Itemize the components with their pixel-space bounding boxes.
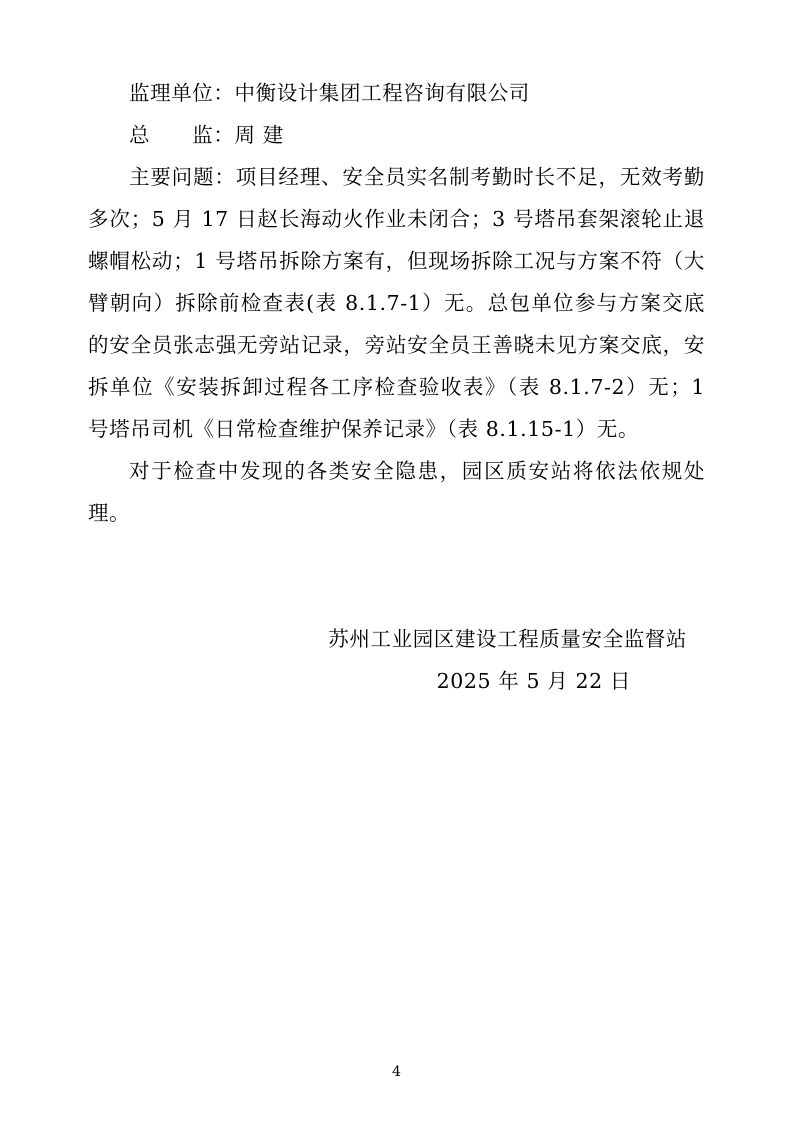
signature-date: 2025 年 5 月 22 日 (436, 669, 631, 693)
paragraph-conclusion: 对于检查中发现的各类安全隐患，园区质安站将依法依规处理。 (88, 459, 705, 525)
line-supervision-unit: 监理单位：中衡设计集团工程咨询有限公司 (129, 81, 530, 105)
page-number: 4 (392, 1064, 401, 1080)
paragraph-main-issues: 主要问题：项目经理、安全员实名制考勤时长不足，无效考勤多次；5 月 17 日赵长海动火作业未闭合；3 号塔吊套架滚轮止退螺帽松动；1 号塔吊拆除方案有，但现场拆除工况与方案不符（大臂朝向）拆除前检查表(表 8.1.7-1）无。总包单位参与方案交底的安全员张志强无旁站记录，旁站安全员王善晓未见方案交底，安拆单位《安装拆卸过程各工序检查验收表》（表 8.1.7-2）无；1 号塔吊司机《日常检查维护保养记录》（表 8.1.15-1）无。 (88, 165, 705, 441)
signature-organization: 苏州工业园区建设工程质量安全监督站 (328, 627, 687, 651)
line-chief-supervisor: 总 监：周 建 (129, 123, 284, 147)
signature-block (88, 618, 705, 702)
document-body (88, 72, 705, 702)
